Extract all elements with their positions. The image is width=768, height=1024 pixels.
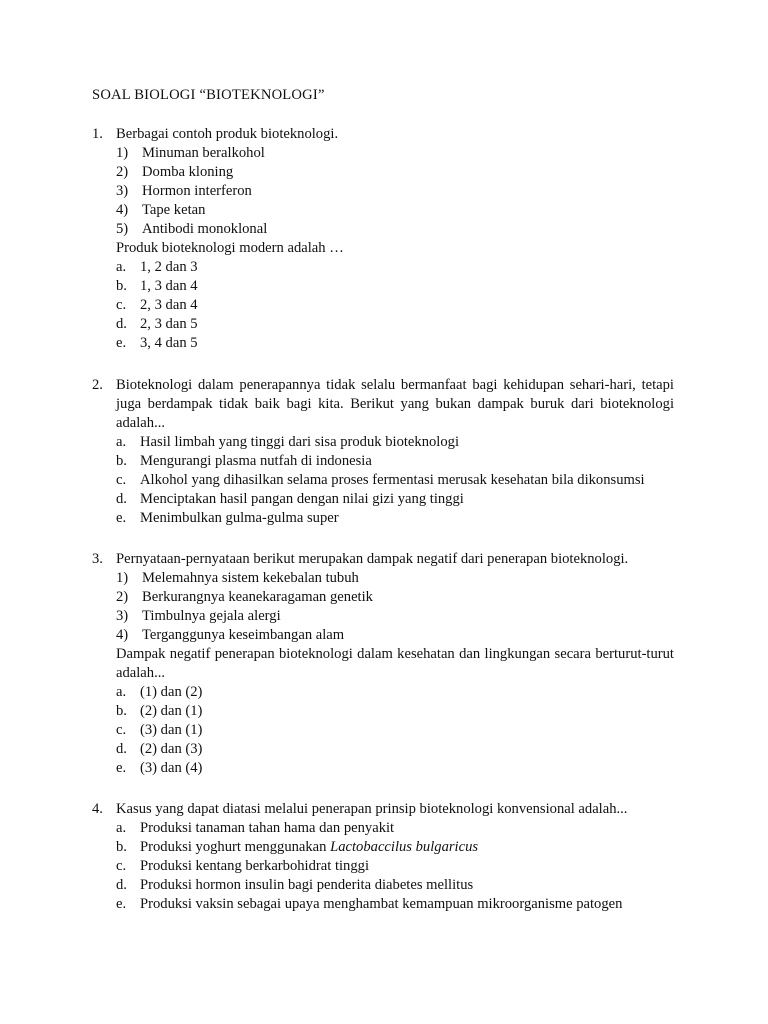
question-number: 3. [92, 551, 103, 567]
answer-option: d. Produksi hormon insulin bagi penderita diabetes mellitus [116, 877, 474, 893]
list-item: 2) Berkurangnya keanekaragaman genetik [116, 589, 373, 605]
species-name: Lactobaccilus bulgaricus [330, 839, 479, 855]
answer-option: a. 1, 2 dan 3 [116, 259, 198, 275]
list-item: 1) Minuman beralkohol [116, 145, 265, 161]
list-item: 4) Tape ketan [116, 202, 206, 218]
answer-option: c. Alkohol yang dihasilkan selama proses fermentasi merusak kesehatan bila dikonsumsi [116, 472, 645, 488]
question-2 [92, 376, 674, 528]
answer-option: b. (2) dan (1) [116, 703, 203, 719]
list-item: 5) Antibodi monoklonal [116, 221, 268, 237]
answer-option: e. Produksi vaksin sebagai upaya menghambat kemampuan mikroorganisme patogen [116, 896, 623, 912]
list-item: 3) Timbulnya gejala alergi [116, 608, 281, 624]
list-item: 3) Hormon interferon [116, 183, 252, 199]
question-1 [92, 125, 674, 353]
answer-option: b. 1, 3 dan 4 [116, 278, 198, 294]
question-stem: Berbagai contoh produk bioteknologi. [116, 126, 339, 142]
question-prompt: Produk bioteknologi modern adalah … [116, 240, 344, 256]
answer-option: a. Hasil limbah yang tinggi dari sisa produk bioteknologi [116, 434, 459, 450]
document-title: SOAL BIOLOGI “BIOTEKNOLOGI” [92, 87, 325, 103]
question-4 [92, 800, 674, 914]
question-stem: Kasus yang dapat diatasi melalui penerapan prinsip bioteknologi konvensional adalah... [116, 801, 628, 817]
answer-option: b. Produksi yoghurt menggunakan Lactobaccilus bulgaricus [116, 839, 479, 855]
question-number: 2. [92, 377, 103, 393]
answer-option: e. 3, 4 dan 5 [116, 335, 198, 351]
answer-option: b. Mengurangi plasma nutfah di indonesia [116, 453, 372, 469]
list-item: 2) Domba kloning [116, 164, 234, 180]
answer-option: c. Produksi kentang berkarbohidrat tinggi [116, 858, 369, 874]
list-item: 1) Melemahnya sistem kekebalan tubuh [116, 570, 359, 586]
answer-option: a. (1) dan (2) [116, 684, 203, 700]
answer-option: c. (3) dan (1) [116, 722, 203, 738]
answer-option: c. 2, 3 dan 4 [116, 297, 198, 313]
answer-option: e. Menimbulkan gulma-gulma super [116, 510, 339, 526]
answer-option: a. Produksi tanaman tahan hama dan penyakit [116, 820, 395, 836]
question-prompt: Dampak negatif penerapan bioteknologi dalam kesehatan dan lingkungan secara berturut-turut adalah... [116, 646, 674, 681]
list-item: 4) Terganggunya keseimbangan alam [116, 627, 345, 643]
answer-option: e. (3) dan (4) [116, 760, 203, 776]
question-3 [92, 550, 674, 778]
question-number: 1. [92, 126, 103, 142]
question-number: 4. [92, 801, 103, 817]
answer-option: d. Menciptakan hasil pangan dengan nilai gizi yang tinggi [116, 491, 464, 507]
answer-option: d. (2) dan (3) [116, 741, 203, 757]
question-stem: Pernyataan-pernyataan berikut merupakan dampak negatif dari penerapan bioteknologi. [116, 551, 629, 567]
question-stem: Bioteknologi dalam penerapannya tidak selalu bermanfaat bagi kehidupan sehari-hari, tetapi juga berdampak tidak baik bagi kita. Berikut yang bukan dampak buruk dari bioteknologi adalah... [116, 377, 674, 431]
answer-option: d. 2, 3 dan 5 [116, 316, 198, 332]
